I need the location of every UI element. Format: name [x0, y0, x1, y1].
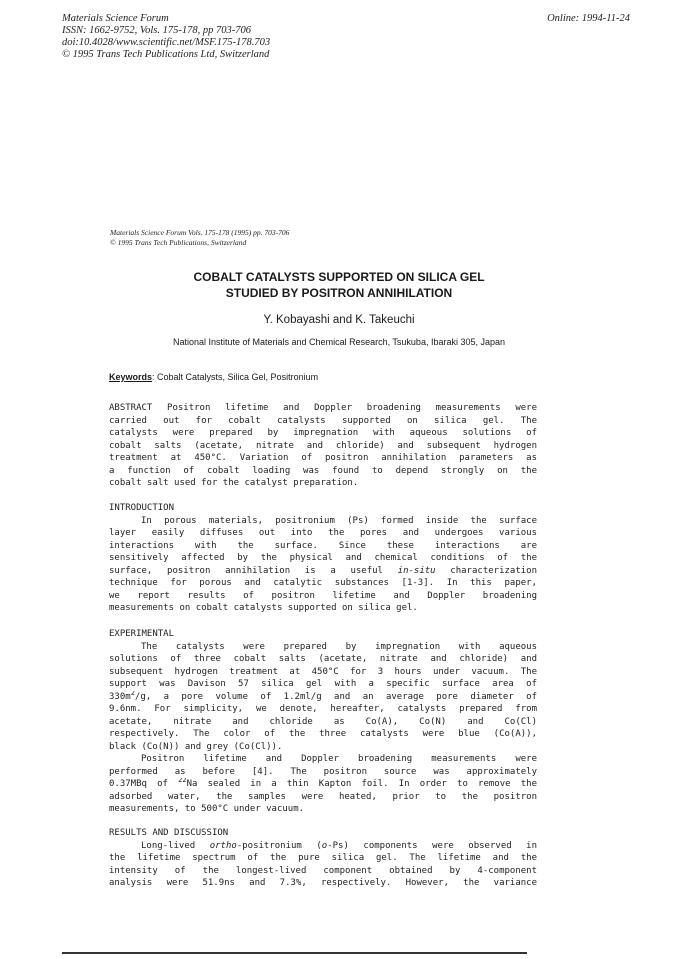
citation-block: [110, 228, 289, 248]
journal-issn: ISSN: 1662-9752, Vols. 175-178, pp 703-706: [62, 25, 251, 36]
abstract-line: ABSTRACT Positron lifetime and Doppler broadening measurements were: [109, 403, 537, 413]
keywords: [109, 372, 318, 382]
body-line: sensitively affected by the physical and chemical conditions of the: [109, 553, 537, 563]
journal-doi: doi:10.4028/www.scientific.net/MSF.175-178.703: [62, 37, 271, 48]
body-line: measurements, to 500°C under vacuum.: [109, 804, 305, 814]
body-line: subsequent hydrogen treatment at 450°C for 3 hours under vacuum. The: [109, 666, 537, 677]
body-line: support was Davison 57 silica gel with a specific surface area of: [109, 679, 537, 689]
abstract: [109, 402, 537, 490]
body-line: Long-lived ortho-positronium (o-Ps) components were observed in: [141, 840, 537, 851]
results-section: [109, 827, 537, 890]
journal-name: Materials Science Forum: [62, 13, 169, 24]
body-line: interactions with the surface. Since these interactions are: [109, 540, 537, 551]
citation-line: © 1995 Trans Tech Publications, Switzerland: [110, 238, 247, 247]
body-line: measurements on cobalt catalysts supported on silica gel.: [109, 603, 418, 613]
body-line: 9.6nm. For simplicity, we denote, hereafter, catalysts prepared from: [109, 704, 537, 714]
body-line: 0.37MBq of $^{22}$Na sealed in a thin Kapton foil. In order to remove the: [109, 778, 537, 789]
introduction-section: [109, 502, 537, 615]
body-line: surface, positron annihilation is a useful in-situ characterization: [109, 565, 537, 576]
body-line: analysis were 51.9ns and 7.3%, respectively. However, the variance: [109, 878, 537, 888]
body-line: performed as before [4]. The positron source was approximately: [109, 766, 537, 777]
body-line: adsorbed water, the samples were heated, prior to the positron: [109, 791, 537, 802]
affiliation: National Institute of Materials and Chemical Research, Tsukuba, Ibaraki 305, Japan: [172, 337, 505, 347]
section-heading: EXPERIMENTAL: [109, 629, 175, 639]
section-heading: RESULTS AND DISCUSSION: [109, 828, 229, 838]
body-line: respectively. The color of the three catalysts were blue (Co(A)),: [109, 729, 537, 739]
body-line: layer easily diffuses out into the pores and undergoes various: [109, 528, 537, 538]
body-line: we report results of positron lifetime and Doppler broadening: [109, 590, 537, 601]
abstract-line: catalysts were prepared by impregnation with aqueous solutions of: [109, 428, 537, 438]
keywords-label: Keywords: [109, 372, 153, 382]
body-line: black (Co(N)) and grey (Co(Cl)).: [109, 741, 283, 752]
abstract-line: carried out for cobalt catalysts supported on silica gel. The: [109, 415, 537, 426]
body-line: $330m^2/g$, a pore volume of 1.2ml/g and an average pore diameter of: [109, 690, 537, 702]
body-line: acetate, nitrate and chloride as Co(A), Co(N) and Co(Cl): [109, 716, 537, 727]
journal-copyright: © 1995 Trans Tech Publications Ltd, Switzerland: [62, 49, 270, 60]
body-line: the lifetime spectrum of the pure silica gel. The lifetime and the: [109, 853, 537, 863]
authors: Y. Kobayashi and K. Takeuchi: [263, 314, 415, 326]
paper-title-line-2: STUDIED BY POSITRON ANNIHILATION: [225, 286, 453, 300]
body-line: solutions of three cobalt salts (acetate, nitrate and chloride) and: [109, 654, 537, 664]
body-line: The catalysts were prepared by impregnation with aqueous: [141, 641, 537, 652]
body-line: intensity of the longest-lived component obtained by 4-component: [109, 865, 537, 876]
keywords-text: : Cobalt Catalysts, Silica Gel, Positronium: [152, 372, 319, 382]
abstract-line: cobalt salt used for the catalyst preparation.: [109, 478, 359, 488]
section-heading: INTRODUCTION: [109, 503, 175, 513]
body-line: Positron lifetime and Doppler broadening measurements were: [141, 754, 537, 764]
paper-title-line-1: COBALT CATALYSTS SUPPORTED ON SILICA GEL: [193, 270, 485, 284]
experimental-section: [109, 628, 537, 816]
body-line: technique for porous and catalytic substances [1-3]. In this paper,: [109, 578, 537, 588]
abstract-line: a function of cobalt loading was found to depend strongly on the: [109, 465, 537, 476]
online-date: Online: 1994-11-24: [547, 13, 630, 24]
body-line: In porous materials, positronium (Ps) formed inside the surface: [141, 515, 537, 526]
journal-header: [62, 13, 270, 61]
abstract-line: treatment at 450°C. Variation of positron annihilation parameters as: [109, 453, 537, 463]
citation-line: Materials Science Forum Vols. 175-178 (1995) pp. 703-706: [110, 228, 290, 237]
page-bottom-rule: [62, 952, 527, 954]
abstract-line: cobalt salts (acetate, nitrate and chloride) and subsequent hydrogen: [109, 440, 537, 451]
